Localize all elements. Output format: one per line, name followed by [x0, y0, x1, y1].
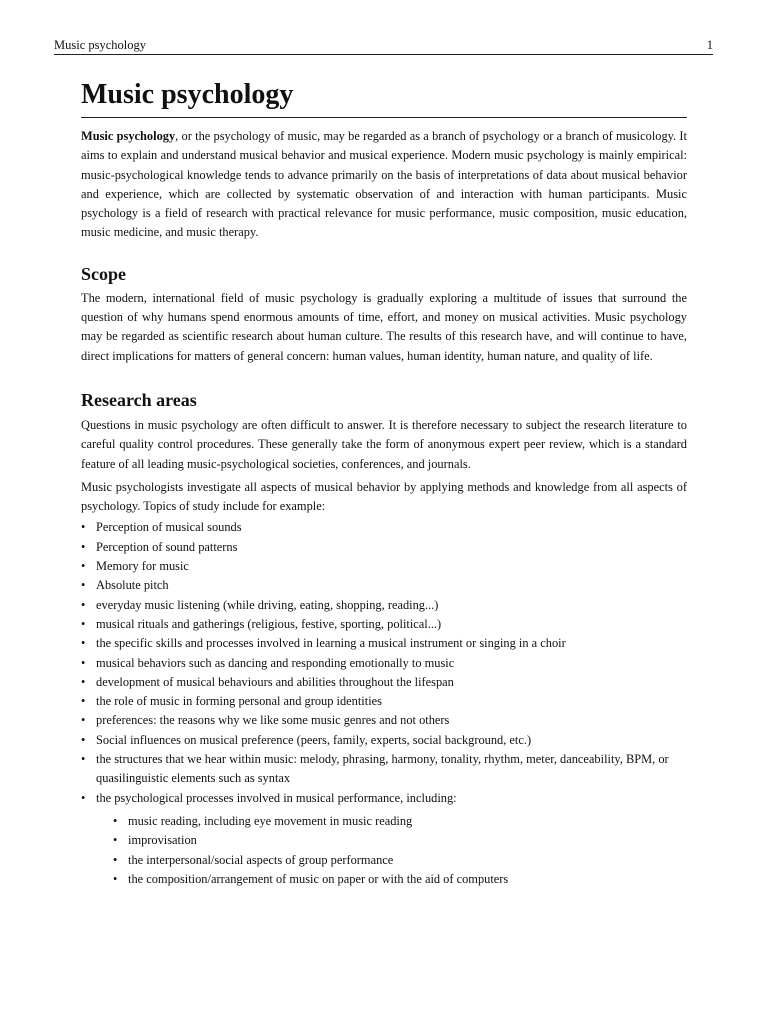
list-item	[81, 692, 687, 711]
sub-topic-list	[96, 812, 687, 889]
sub-list-item	[96, 851, 687, 870]
list-item-text: Absolute pitch	[96, 578, 169, 593]
sub-list-item-text: the composition/arrangement of music on paper or with the aid of computers	[128, 871, 509, 886]
list-item-text: the psychological processes involved in musical performance, including:	[96, 790, 457, 805]
list-item	[81, 518, 687, 537]
bullet-glyph: •	[113, 871, 118, 886]
bullet-glyph: •	[81, 752, 86, 767]
list-item-text: the specific skills and processes involved in learning a musical instrument or singing in a choir	[96, 636, 566, 651]
bullet-glyph: •	[81, 520, 86, 535]
intro-lead-term: Music psychology	[81, 129, 176, 143]
bullet-glyph: •	[81, 636, 86, 651]
bullet-glyph: •	[81, 713, 86, 728]
intro-paragraph	[81, 127, 687, 243]
running-header	[54, 37, 713, 55]
article-body	[81, 78, 687, 889]
list-item	[81, 615, 687, 634]
bullet-glyph: •	[113, 852, 118, 867]
section-heading-research-areas: Research areas	[81, 389, 197, 410]
list-item-text: musical behaviors such as dancing and responding emotionally to music	[96, 655, 455, 670]
list-item-text: everyday music listening (while driving, eating, shopping, reading...)	[96, 597, 439, 612]
sub-list-item-text: the interpersonal/social aspects of group performance	[128, 852, 394, 867]
topic-list	[81, 518, 687, 889]
sub-list-item-text: improvisation	[128, 833, 197, 848]
research-paragraph-1: Questions in music psychology are often difficult to answer. It is therefore necessary to subject the research literature to careful quality control procedures. These generally take the form of anonymous expert peer review, which is a standard feature of all leading music-psychological societies, conferences, and journals.	[81, 417, 687, 471]
running-title: Music psychology	[54, 38, 147, 52]
bullet-glyph: •	[113, 813, 118, 828]
list-item-text: musical rituals and gatherings (religious, festive, sporting, political...)	[96, 616, 442, 631]
list-item-text: preferences: the reasons why we like some music genres and not others	[96, 713, 450, 728]
list-item-text: Memory for music	[96, 559, 189, 574]
list-item-text: development of musical behaviours and abilities throughout the lifespan	[96, 674, 454, 689]
list-item	[81, 596, 687, 615]
list-item	[81, 789, 687, 889]
bullet-glyph: •	[81, 694, 86, 709]
page-title: Music psychology	[81, 78, 687, 118]
bullet-glyph: •	[81, 732, 86, 747]
scope-paragraph: The modern, international field of music psychology is gradually exploring a multitude of issues that surround the question of why humans spend enormous amounts of time, effort, and money on musical activities. Music psychology may be regarded as scientific research about human culture. The results of this research have, and will continue to have, direct implications for matters of general concern: human values, human identity, human nature, and quality of life.	[81, 290, 687, 363]
list-item-text: the role of music in forming personal and group identities	[96, 694, 382, 709]
list-item	[81, 673, 687, 692]
list-item	[81, 711, 687, 730]
list-item	[81, 731, 687, 750]
sub-list-item	[96, 831, 687, 850]
research-paragraph-2: Music psychologists investigate all aspects of musical behavior by applying methods and knowledge from all aspects of psychology. Topics of study include for example:	[81, 479, 687, 514]
list-item	[81, 538, 687, 557]
bullet-glyph: •	[81, 674, 86, 689]
list-item-text: the structures that we hear within music: melody, phrasing, harmony, tonality, rhythm, meter, danceability, BPM, or quasilinguistic elements such as syntax	[96, 752, 669, 786]
bullet-glyph: •	[81, 597, 86, 612]
bullet-glyph: •	[81, 616, 86, 631]
sub-list-item	[96, 812, 687, 831]
intro-text: , or the psychology of music, may be regarded as a branch of psychology or a branch of musicology. It aims to explain and understand musical behavior and musical experience. Modern music psychology is mainly empirical: music-psychological knowledge tends to advance primarily on the basis of interpretations of data about musical behavior and experience, which are collected by systematic observation of and interaction with human participants. Music psychology is a field of research with practical relevance for music performance, music composition, music education, music medicine, and music therapy.	[81, 129, 687, 240]
bullet-glyph: •	[81, 578, 86, 593]
list-item	[81, 557, 687, 576]
bullet-glyph: •	[81, 559, 86, 574]
list-item	[81, 750, 687, 789]
list-item-text: Perception of sound patterns	[96, 539, 238, 554]
list-item	[81, 654, 687, 673]
list-item-text: Social influences on musical preference (peers, family, experts, social background, etc.)	[96, 732, 532, 747]
list-item	[81, 576, 687, 595]
bullet-glyph: •	[81, 539, 86, 554]
bullet-glyph: •	[81, 655, 86, 670]
list-item-text: Perception of musical sounds	[96, 520, 242, 535]
section-heading-scope: Scope	[81, 263, 126, 284]
page-number: 1	[706, 38, 713, 52]
bullet-glyph: •	[81, 790, 86, 805]
sub-list-item-text: music reading, including eye movement in music reading	[128, 813, 413, 828]
sub-list-item	[96, 870, 687, 889]
list-item	[81, 634, 687, 653]
bullet-glyph: •	[113, 833, 118, 848]
